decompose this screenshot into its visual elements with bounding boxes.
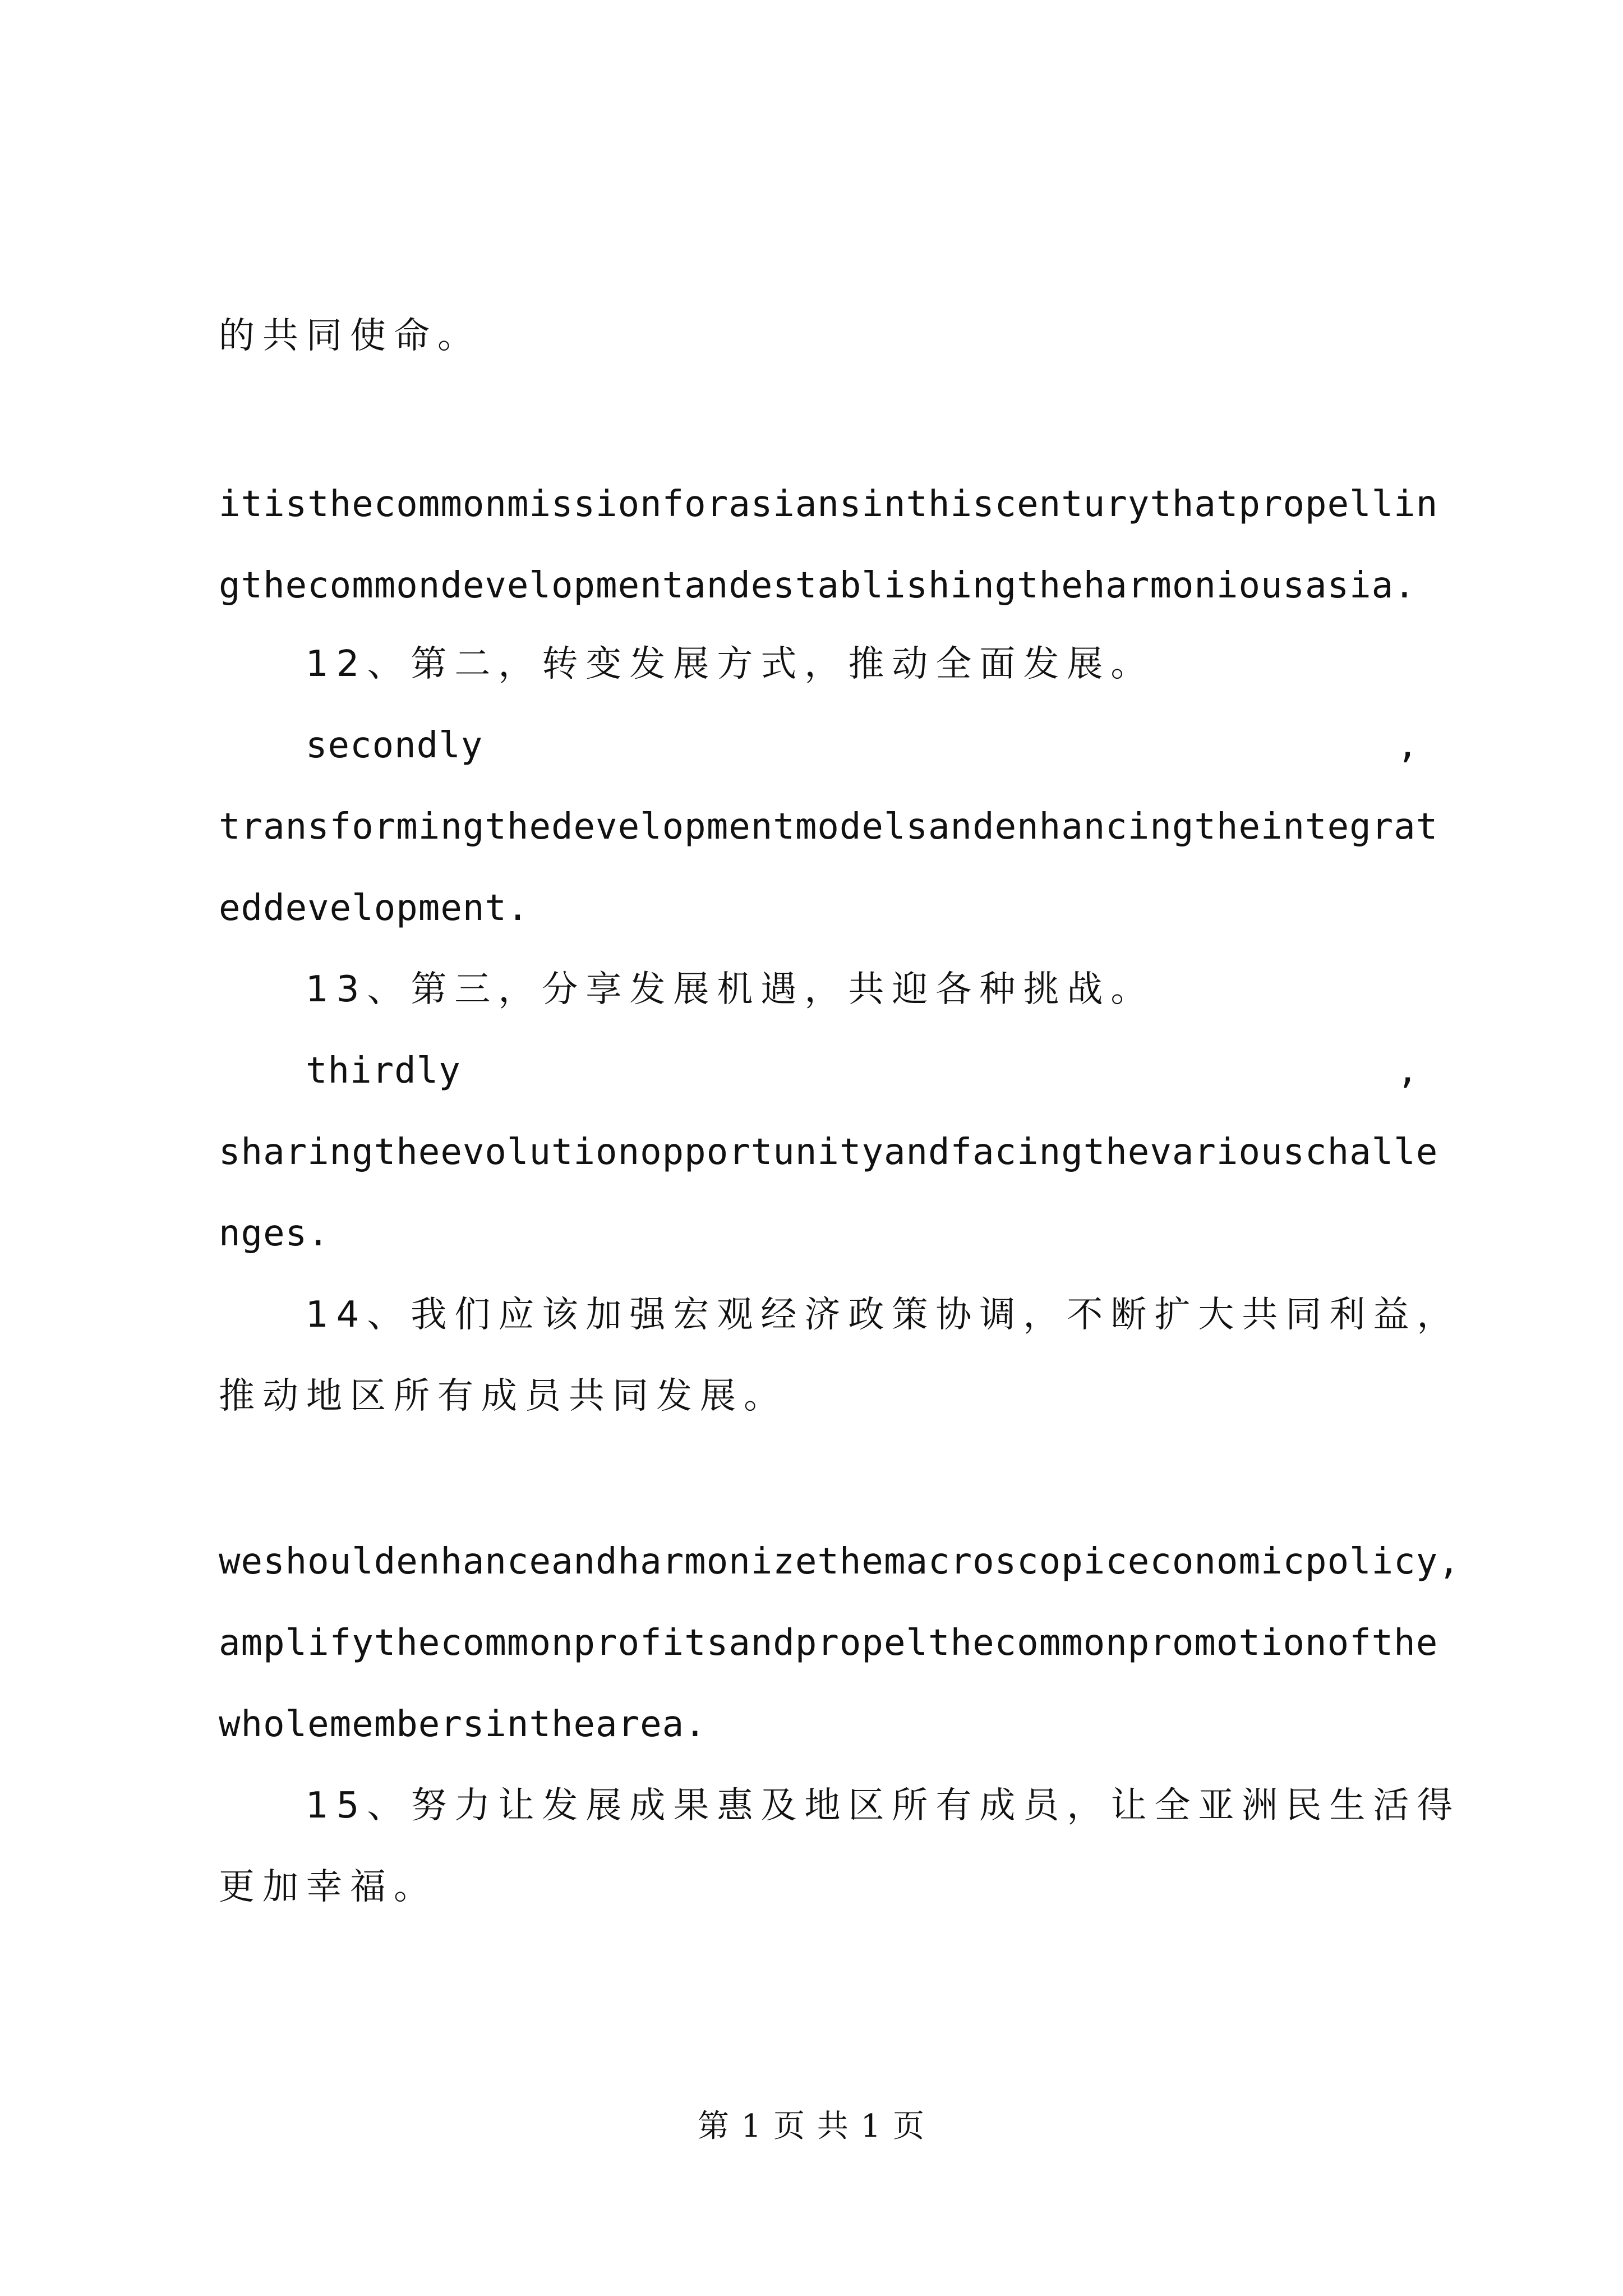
paragraph-line: amplifythecommonprofitsandpropelthecommonpromotionofthe <box>219 1622 1438 1664</box>
paragraph-line: nges. <box>219 1213 330 1254</box>
paragraph-line: 的共同使命。 <box>219 315 481 357</box>
paragraph-line: sharingtheevolutionopportunityandfacingthevariouschalle <box>219 1131 1438 1173</box>
paragraph-comma: , <box>1396 1050 1419 1092</box>
paragraph-comma: , <box>1396 725 1419 766</box>
paragraph-line: eddevelopment. <box>219 887 529 929</box>
paragraph-line: itisthecommonmissionforasiansinthiscenturythatpropellin <box>219 484 1438 525</box>
paragraph-line: gthecommondevelopmentandestablishingtheharmoniousasia. <box>219 565 1416 606</box>
paragraph-line: 推动地区所有成员共同发展。 <box>219 1375 787 1417</box>
page-number-footer: 第 1 页 共 1 页 <box>697 2108 926 2145</box>
paragraph-line: transformingthedevelopmentmodelsandenhancingtheintegrat <box>219 806 1438 848</box>
paragraph-line: weshouldenhanceandharmonizethemacroscopiceconomicpolicy, <box>219 1541 1460 1582</box>
paragraph-line: 12、第二，转变发展方式，推动全面发展。 <box>306 643 1155 685</box>
paragraph-word: secondly <box>306 725 483 766</box>
paragraph-line: wholemembersinthearea. <box>219 1704 707 1745</box>
paragraph-word: thirdly <box>306 1050 461 1092</box>
paragraph-line: 14、我们应该加强宏观经济政策协调，不断扩大共同利益， <box>306 1294 1461 1336</box>
paragraph-line: 13、第三，分享发展机遇，共迎各种挑战。 <box>306 969 1155 1010</box>
paragraph-line: 15、努力让发展成果惠及地区所有成员，让全亚洲民生活得 <box>306 1785 1461 1826</box>
paragraph-line <box>306 721 1419 770</box>
paragraph-line: 更加幸福。 <box>219 1866 437 1908</box>
paragraph-line <box>306 1046 1419 1096</box>
